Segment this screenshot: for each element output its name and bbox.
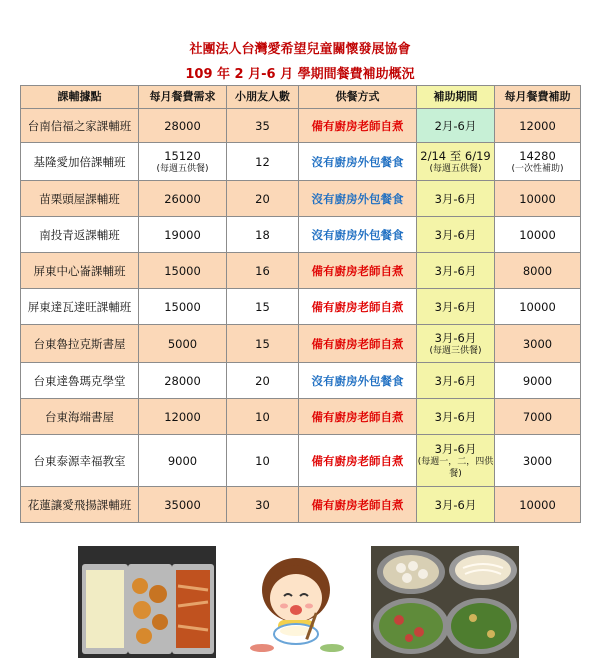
cell-subsidy-value: 8000 bbox=[522, 263, 553, 278]
meal-subsidy-table bbox=[20, 85, 581, 523]
cell-site bbox=[21, 363, 139, 399]
cell-kids-value: 20 bbox=[255, 373, 270, 388]
cell-site bbox=[21, 109, 139, 143]
meal-dishes-photo bbox=[371, 546, 519, 658]
cell-kids-value: 35 bbox=[255, 118, 270, 133]
table-row bbox=[21, 253, 581, 289]
cell-kids bbox=[227, 289, 299, 325]
cell-method-value: 備有廚房老師自煮 bbox=[311, 118, 404, 133]
cell-subsidy bbox=[495, 109, 581, 143]
cell-subsidy bbox=[495, 289, 581, 325]
cell-period-value: 2月-6月 bbox=[434, 118, 477, 133]
cell-kids-value: 10 bbox=[255, 409, 270, 424]
cell-subsidy-value: 10000 bbox=[519, 299, 556, 314]
cell-kids bbox=[227, 325, 299, 363]
cell-need bbox=[139, 435, 227, 487]
cell-site-value: 台東海端書屋 bbox=[45, 409, 114, 424]
cell-need-note: (每週五供餐) bbox=[156, 163, 209, 174]
cell-need bbox=[139, 325, 227, 363]
cell-method-value: 沒有廚房外包餐食 bbox=[311, 373, 404, 388]
cell-subsidy bbox=[495, 253, 581, 289]
cell-site bbox=[21, 289, 139, 325]
cell-need bbox=[139, 143, 227, 181]
cell-method bbox=[299, 435, 417, 487]
cell-period-value: 3月-6月 bbox=[434, 373, 477, 388]
food-tray-photo bbox=[78, 546, 216, 658]
cell-site-value: 南投青返課輔班 bbox=[39, 227, 120, 242]
cell-subsidy-value: 12000 bbox=[519, 118, 556, 133]
cell-kids bbox=[227, 399, 299, 435]
cell-need-value: 5000 bbox=[167, 336, 198, 351]
cell-period bbox=[417, 289, 495, 325]
cell-method-value: 沒有廚房外包餐食 bbox=[311, 227, 404, 242]
cell-period-value: 3月-6月 bbox=[434, 263, 477, 278]
cell-method bbox=[299, 325, 417, 363]
cell-period-note: (每週一，二，四供餐) bbox=[417, 456, 494, 479]
cell-period-value: 3月-6月 bbox=[434, 191, 477, 206]
cell-subsidy-value: 9000 bbox=[522, 373, 553, 388]
cell-kids-value: 18 bbox=[255, 227, 270, 242]
cell-subsidy-note: (一次性補助) bbox=[511, 163, 564, 174]
col-header-period: 補助期間 bbox=[417, 86, 495, 109]
table-body bbox=[21, 109, 581, 523]
cell-kids-value: 10 bbox=[255, 453, 270, 468]
cell-method bbox=[299, 109, 417, 143]
cell-subsidy bbox=[495, 363, 581, 399]
cell-need bbox=[139, 363, 227, 399]
cell-need bbox=[139, 399, 227, 435]
cell-method-value: 備有廚房老師自煮 bbox=[311, 299, 404, 314]
cell-method-value: 沒有廚房外包餐食 bbox=[311, 191, 404, 206]
cell-period-note: (每週五供餐) bbox=[429, 163, 482, 174]
cell-need-value: 28000 bbox=[164, 373, 201, 388]
cell-period bbox=[417, 325, 495, 363]
table-row bbox=[21, 399, 581, 435]
cell-site bbox=[21, 253, 139, 289]
cell-site-value: 台東魯拉克斯書屋 bbox=[33, 336, 126, 351]
cell-period-value: 3月-6月 bbox=[434, 441, 477, 456]
cell-kids-value: 12 bbox=[255, 154, 270, 169]
table-row bbox=[21, 217, 581, 253]
cell-method bbox=[299, 217, 417, 253]
cell-period-value: 2/14 至 6/19 bbox=[420, 148, 491, 163]
cell-site bbox=[21, 435, 139, 487]
org-title: 社團法人台灣愛希望兒童關懷發展協會 bbox=[189, 42, 411, 57]
cell-period-value: 3月-6月 bbox=[434, 497, 477, 512]
cell-subsidy bbox=[495, 435, 581, 487]
cell-subsidy bbox=[495, 181, 581, 217]
cell-site bbox=[21, 143, 139, 181]
col-header-method: 供餐方式 bbox=[299, 86, 417, 109]
cell-subsidy bbox=[495, 143, 581, 181]
table-row bbox=[21, 487, 581, 523]
cell-method-value: 備有廚房老師自煮 bbox=[311, 453, 404, 468]
table-row bbox=[21, 143, 581, 181]
cell-site bbox=[21, 217, 139, 253]
cell-site bbox=[21, 487, 139, 523]
table-row bbox=[21, 181, 581, 217]
cell-period bbox=[417, 487, 495, 523]
cell-subsidy bbox=[495, 217, 581, 253]
cell-need-value: 12000 bbox=[164, 409, 201, 424]
cell-kids bbox=[227, 217, 299, 253]
cell-need-value: 9000 bbox=[167, 453, 198, 468]
cell-site-value: 台南信福之家課輔班 bbox=[27, 118, 132, 133]
cell-period-value: 3月-6月 bbox=[434, 330, 477, 345]
cell-method bbox=[299, 399, 417, 435]
cell-method bbox=[299, 181, 417, 217]
cell-method-value: 備有廚房老師自煮 bbox=[311, 263, 404, 278]
cell-subsidy-value: 14280 bbox=[519, 148, 556, 163]
table-header-row bbox=[21, 86, 581, 109]
cell-site-value: 基隆愛加倍課輔班 bbox=[33, 154, 126, 169]
cell-subsidy-value: 3000 bbox=[522, 336, 553, 351]
cell-site-value: 屏東達瓦達旺課輔班 bbox=[27, 299, 132, 314]
cell-period bbox=[417, 217, 495, 253]
col-header-need: 每月餐費需求 bbox=[139, 86, 227, 109]
cell-kids bbox=[227, 487, 299, 523]
cell-site-value: 台東泰源幸福教室 bbox=[33, 453, 126, 468]
cell-method-value: 備有廚房老師自煮 bbox=[311, 409, 404, 424]
cell-need bbox=[139, 487, 227, 523]
cell-need bbox=[139, 181, 227, 217]
cell-kids bbox=[227, 363, 299, 399]
cell-method bbox=[299, 363, 417, 399]
cell-method-value: 備有廚房老師自煮 bbox=[311, 336, 404, 351]
cell-period bbox=[417, 109, 495, 143]
report-title: 109 年 2 月-6 月 學期間餐費補助概況 bbox=[185, 67, 415, 82]
cell-period bbox=[417, 363, 495, 399]
cell-period bbox=[417, 399, 495, 435]
cell-site-value: 屏東中心崙課輔班 bbox=[33, 263, 126, 278]
cell-method bbox=[299, 487, 417, 523]
col-header-kids: 小朋友人數 bbox=[227, 86, 299, 109]
col-header-site: 課輔據點 bbox=[21, 86, 139, 109]
cell-site-value: 台東達魯瑪克學堂 bbox=[33, 373, 126, 388]
cell-period-value: 3月-6月 bbox=[434, 227, 477, 242]
cell-subsidy-value: 3000 bbox=[522, 453, 553, 468]
cell-period-note: (每週三供餐) bbox=[429, 345, 482, 356]
cell-need bbox=[139, 253, 227, 289]
cell-need-value: 15000 bbox=[164, 299, 201, 314]
cell-kids-value: 15 bbox=[255, 336, 270, 351]
cell-need-value: 15120 bbox=[164, 148, 201, 163]
cell-subsidy-value: 10000 bbox=[519, 227, 556, 242]
cell-method bbox=[299, 143, 417, 181]
cell-need bbox=[139, 217, 227, 253]
cell-need-value: 26000 bbox=[164, 191, 201, 206]
cell-period bbox=[417, 435, 495, 487]
cell-site-value: 花蓮讓愛飛揚課輔班 bbox=[27, 497, 132, 512]
cell-kids bbox=[227, 109, 299, 143]
cell-subsidy-value: 7000 bbox=[522, 409, 553, 424]
cell-period-value: 3月-6月 bbox=[434, 299, 477, 314]
cell-need-value: 19000 bbox=[164, 227, 201, 242]
cell-kids-value: 15 bbox=[255, 299, 270, 314]
cell-period bbox=[417, 253, 495, 289]
cell-site-value: 苗栗頭屋課輔班 bbox=[39, 191, 120, 206]
cell-subsidy-value: 10000 bbox=[519, 191, 556, 206]
cell-kids bbox=[227, 143, 299, 181]
cell-subsidy-value: 10000 bbox=[519, 497, 556, 512]
table-row bbox=[21, 325, 581, 363]
cell-kids-value: 16 bbox=[255, 263, 270, 278]
table-row bbox=[21, 435, 581, 487]
cell-kids bbox=[227, 435, 299, 487]
cell-site bbox=[21, 325, 139, 363]
cell-period bbox=[417, 181, 495, 217]
cell-kids bbox=[227, 253, 299, 289]
cell-method bbox=[299, 253, 417, 289]
cell-need-value: 28000 bbox=[164, 118, 201, 133]
cell-site bbox=[21, 181, 139, 217]
cell-subsidy bbox=[495, 487, 581, 523]
cell-method-value: 備有廚房老師自煮 bbox=[311, 497, 404, 512]
cell-period-value: 3月-6月 bbox=[434, 409, 477, 424]
cell-need bbox=[139, 289, 227, 325]
cell-kids bbox=[227, 181, 299, 217]
col-header-subsidy: 每月餐費補助 bbox=[495, 86, 581, 109]
cell-need-value: 15000 bbox=[164, 263, 201, 278]
cell-kids-value: 20 bbox=[255, 191, 270, 206]
cell-need bbox=[139, 109, 227, 143]
cell-period bbox=[417, 143, 495, 181]
cell-site bbox=[21, 399, 139, 435]
cell-kids-value: 30 bbox=[255, 497, 270, 512]
cell-subsidy bbox=[495, 325, 581, 363]
cell-method-value: 沒有廚房外包餐食 bbox=[311, 154, 404, 169]
cell-subsidy bbox=[495, 399, 581, 435]
cell-need-value: 35000 bbox=[164, 497, 201, 512]
table-row bbox=[21, 289, 581, 325]
table-row bbox=[21, 363, 581, 399]
cell-method bbox=[299, 289, 417, 325]
table-row bbox=[21, 109, 581, 143]
girl-eating-illustration bbox=[240, 546, 350, 658]
